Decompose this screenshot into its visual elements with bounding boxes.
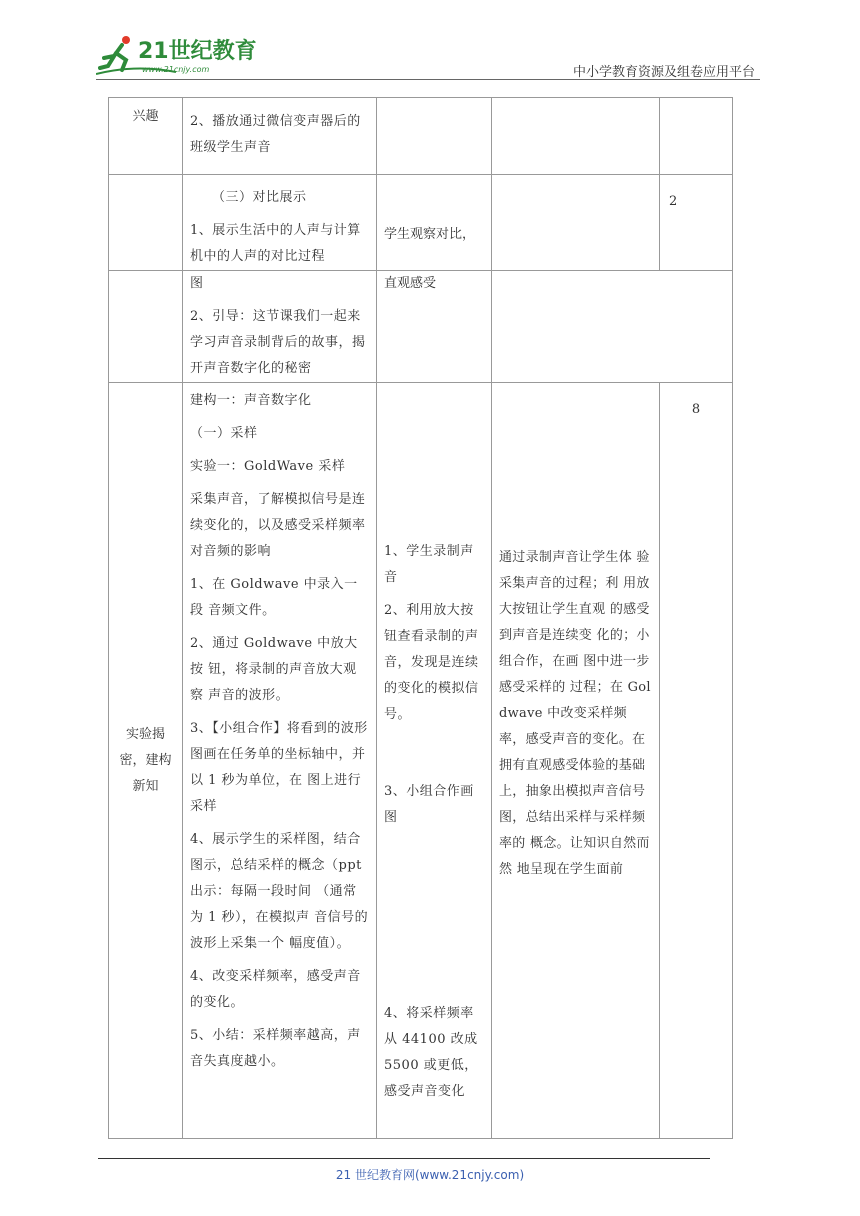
header-divider: [96, 79, 760, 80]
table-row: [109, 271, 733, 383]
content-line: 采集声音，了解模拟信号是连续变化的，以及感受采样频率对音频的影响: [190, 492, 366, 559]
intent-cell: [492, 383, 660, 1139]
stage-cell: 兴趣: [109, 98, 183, 175]
intent-text: 通过录制声音让学生体 验采集声音的过程；利 用放大按钮让学生直观 的感受到声音是连续变 化的；小组合作，在画 图中进一步感受采样的 过程；在 Goldwave 中改变采样频率，感受声音的变化。在拥有直观感受体验的基础上，抽象出模拟声音信号图，总结出采样与采样频率的 概念。让知识自然而然 地呈现在学生面前: [499, 550, 651, 877]
content-cell: [183, 175, 377, 271]
student-cell: [377, 383, 492, 1139]
footer-source[interactable]: 21 世纪教育网(www.21cnjy.com): [335, 1168, 525, 1182]
intent-cell: [492, 271, 660, 383]
content-line: 2、播放通过微信变声器后的班级学生声音: [190, 114, 361, 155]
content-cell: [183, 98, 377, 175]
site-logo: [96, 34, 266, 78]
table-row: [109, 383, 733, 1139]
content-line: 1、在 Goldwave 中录入一段 音频文件。: [190, 577, 358, 618]
svg-text:21世纪教育: 21世纪教育: [138, 39, 257, 64]
content-line: 图: [190, 276, 204, 291]
svg-text:www.21cnjy.com: www.21cnjy.com: [142, 65, 210, 74]
content-line: 4、改变采样频率，感受声音的变化。: [190, 969, 361, 1010]
content-line: 2、引导：这节课我们一起来学习声音录制背后的故事，揭开声音数字化的秘密: [190, 309, 366, 376]
student-line: 2、利用放大按钮查看录制的声音，发现是连续的变化的模拟信号。: [384, 603, 479, 722]
table-row: [109, 98, 733, 175]
platform-name: 中小学教育资源及组卷应用平台: [572, 65, 755, 80]
content-line: 建构一：声音数字化: [190, 393, 312, 408]
lesson-plan-table: [108, 97, 733, 1139]
content-line: 1、展示生活中的人声与计算机中的人声的对比过程: [190, 223, 361, 264]
student-cell: 学生观察对比，: [377, 175, 492, 271]
content-line: 4、展示学生的采样图，结合图示，总结采样的概念（ppt 出示：每隔一段时间 （通常为 1 秒），在模拟声 音信号的波形上采集一个 幅度值）。: [190, 832, 369, 951]
student-cell: [377, 98, 492, 175]
time-cell: 2: [660, 175, 733, 271]
intent-cell: [492, 175, 660, 271]
student-cell: 直观感受: [377, 271, 492, 383]
time-cell: 8: [660, 383, 733, 1139]
content-line: 2、通过 Goldwave 中放大按 钮，将录制的声音放大观察 声音的波形。: [190, 636, 358, 703]
table-row: [109, 175, 733, 271]
content-line: （一）采样: [190, 426, 258, 441]
stage-cell: [109, 175, 183, 271]
content-line: 实验一：GoldWave 采样: [190, 459, 346, 474]
stage-cell: [109, 271, 183, 383]
content-line: 5、小结：采样频率越高，声音失真度越小。: [190, 1028, 361, 1069]
time-cell: [660, 271, 733, 383]
content-line: （三）对比展示: [212, 190, 307, 205]
content-cell: [183, 271, 377, 383]
runner-logo-icon: [96, 34, 266, 78]
intent-cell: [492, 98, 660, 175]
student-line: 1、学生录制声音: [384, 544, 474, 585]
student-line: 3、小组合作画图: [384, 784, 474, 825]
content-line: 3、【小组合作】将看到的波形图画在任务单的坐标轴中，并以 1 秒为单位，在 图上进行采样: [190, 721, 368, 814]
student-line: 4、将采样频率从 44100 改成 5500 或更低，感受声音变化: [384, 1006, 478, 1099]
stage-cell: 实验揭 密，建构 新知: [109, 383, 183, 1139]
content-cell: [183, 383, 377, 1139]
time-cell: [660, 98, 733, 175]
footer-divider: [98, 1158, 710, 1159]
